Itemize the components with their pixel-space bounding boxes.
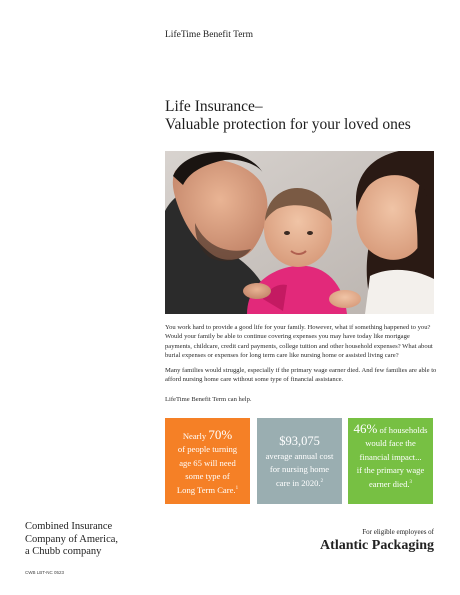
stat-3-line-last: [348, 478, 433, 491]
stat-3-line: earner died.: [368, 478, 410, 489]
stat-1-line-last: [165, 484, 250, 497]
stat-3-line: financial impact...: [359, 451, 422, 462]
struggle-paragraph: Many families would struggle, especially if the primary wage earner died. And few families are able to afford nursing home care without some type of financial assistance.: [165, 367, 437, 384]
stat-1-line: of people turning: [177, 444, 238, 455]
help-paragraph: LifeTime Benefit Term can help.: [165, 396, 252, 403]
product-header: LifeTime Benefit Term: [165, 30, 253, 40]
headline-line-1: Life Insurance–: [165, 98, 263, 115]
stat-box-wage-earner: [348, 418, 433, 504]
employer-name: Atlantic Packaging: [320, 538, 434, 553]
footnote-marker: 1: [235, 485, 239, 491]
footnote-marker: 3: [409, 479, 413, 485]
stat-2-line: care in 2020.: [275, 477, 321, 488]
company-name: [25, 521, 118, 559]
stat-3-line: would face the: [365, 438, 416, 449]
stat-3-suffix: of households: [377, 425, 428, 435]
stat-1-line: Long Term Care.: [176, 484, 236, 495]
document-code: CWB LBT-NC 0523: [25, 570, 65, 575]
stat-2-line: average annual cost: [265, 451, 334, 461]
stat-1-headline: [165, 428, 250, 443]
stat-2-line-last: [257, 477, 342, 490]
stat-1-value: 70%: [208, 427, 233, 442]
footnote-marker: 2: [320, 478, 324, 484]
eligible-label: For eligible employees of: [362, 528, 434, 536]
company-line: Company of America,: [25, 533, 119, 545]
headline-line-2: Valuable protection for your loved ones: [165, 116, 411, 133]
company-line: a Chubb company: [25, 546, 102, 558]
stat-box-long-term-care: [165, 418, 250, 504]
stat-3-value: 46%: [353, 421, 378, 436]
family-photo: [165, 151, 434, 314]
stat-2-line: for nursing home: [269, 464, 330, 475]
stat-2-value: $93,075: [279, 434, 320, 448]
company-line: Combined Insurance: [25, 521, 113, 532]
stat-3-headline: [348, 422, 433, 437]
stat-3-line: if the primary wage: [356, 465, 425, 476]
stat-1-line: some type of: [185, 471, 230, 482]
stat-1-line: age 65 will need: [179, 457, 236, 468]
intro-paragraph: You work hard to provide a good life for your family. However, what if something happened to you? Would your family be able to continue covering expenses you may have today like mortgage payments, childcare, credit card payments, college tuition and other household expenses? What about burial expenses or expenses for long term care like nursing home or assisted living care?: [165, 324, 433, 360]
stat-1-prefix: Nearly: [182, 431, 209, 441]
stat-box-nursing-cost: [257, 418, 342, 504]
headline: [165, 98, 411, 134]
